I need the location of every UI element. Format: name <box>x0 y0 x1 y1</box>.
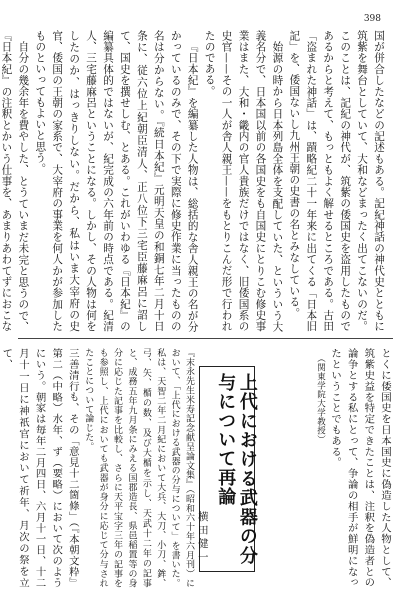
conclusion-text: とくに倭国史を日本国史に偽造した人物として、筑紫史益を特定できたことは、注釈を偽造者との論争とする私にとって、争論の相手が鮮明になったということでもある。 <box>329 348 391 588</box>
body-paragraph: 『日本紀』を編纂した人物は、総括的な舎人親王の名が分かっているのみで、その下で実際に修史作業に当ったものの名は分からない。『続日本紀』元明天皇の和銅七年二月十日条に、従六位上紀朝臣清人、正八位下三宅臣藤麻呂に詔して、国史を撰せしむ、とある。これがいわゆる『日本紀』の編纂具体的ではないが、紀完成の六年前の時点である。紀清人、三宅藤麻呂ということになる。しかし、その人物は何をしたのか、はっきりしない。だから、私はいま大宰府の史官、倭国の王朝の家系で、大宰府の事業を何人かが参加したものといってもよいと思う。 <box>34 30 199 332</box>
previous-article-body <box>0 30 387 332</box>
body-paragraph: 国が併合したなどの記述もある。記紀神話の神代史とともに筑紫を舞台としていて、大和などまったく出てこないのだ。このことは、記紀の神代が、筑紫の倭国史を盗用したものであるからと考えて、もっともよく解せるところである。古田「盗まれた神話」は、蹟略紀二十一年来に出てくる「日本旧記」を、倭国ないし九州王朝の史書の名とみなしている。 <box>288 30 385 332</box>
article-author: 横田健一 <box>196 511 209 565</box>
body-paragraph: 自分の幾余年を費やした、とうていまだ未完と思うので、『日本紀』の注釈とかいう仕事を、あまりあわてずにおこな <box>0 30 30 332</box>
previous-article-conclusion <box>281 348 393 588</box>
lower-section <box>0 348 393 588</box>
article-body <box>0 348 196 588</box>
body-paragraph: 始源の時から日本列島全体を支配していた、といういう大義名分で、日本国以前の各国史をも自国史にとりこむ修史事業はまた、大和・畿内の官人貴族だけではなく、旧倭国系の史官——その一人が舎人親王——をもとりこんだ形で行われたのである。 <box>203 30 284 332</box>
article-paragraph: 三善清行も、その「意見十二箇條」（『本朝文粋』第二（中略）水年、ず（要略）において次のようにいう。朝家は毎年二月四日、六月十一日、十二月十一日に神祇官において祈年、月次の祭を立て、 <box>0 348 79 588</box>
article-opening: 『末永先生米寿記念献呈論文集』（昭和六十年六月刊）において、「上代における武器の分与について」を書いた。私は、天智二年二月紀において大兵、大刀、小刀、鉾、弓、矢、楯の数、及び大楯を示し、天武十二年の記事と、成務五年九月条にみえる国郡造長、県邑稲置等の身分に応じた記事を比較し、さらに天平宝字三年の記事をも参照し、上代においても武器が身分に応じて分与されたことについて論じた。 <box>83 348 194 588</box>
article-title: 上代における武器の分与について再論 <box>215 373 258 565</box>
article-title-box <box>196 366 258 572</box>
section-divider <box>18 338 393 339</box>
page-number: 398 <box>363 14 381 24</box>
author-affiliation: （関東学院大学教授） <box>315 354 326 444</box>
